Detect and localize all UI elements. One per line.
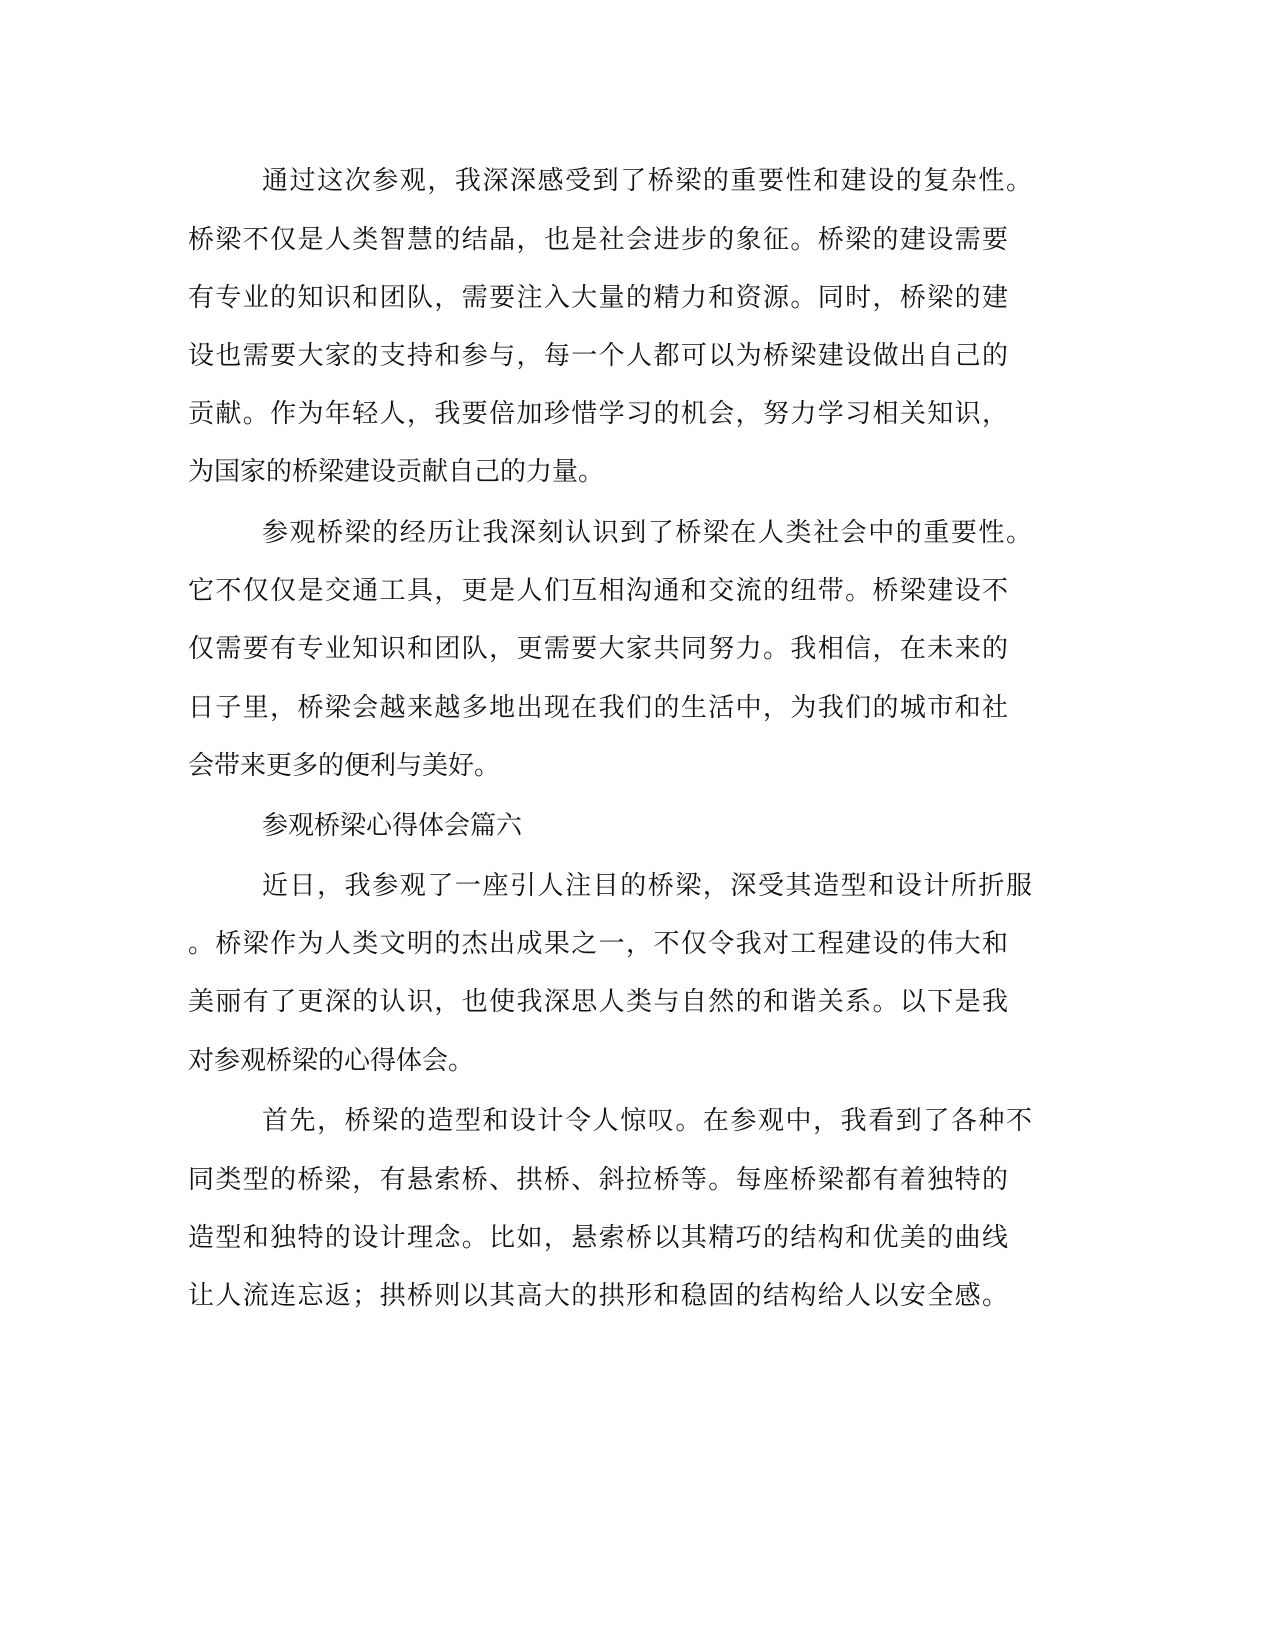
paragraph-2-line-5: 会带来更多的便利与美好。: [188, 751, 501, 781]
paragraph-4-line-4: 让人流连忘返；拱桥则以其高大的拱形和稳固的结构给人以安全感。: [188, 1281, 1008, 1311]
paragraph-2-line-1: 参观桥梁的经历让我深刻认识到了桥梁在人类社会中的重要性。: [262, 518, 1032, 548]
paragraph-4-line-1: 首先，桥梁的造型和设计令人惊叹。在参观中，我看到了各种不: [262, 1106, 1032, 1136]
paragraph-1-line-2: 桥梁不仅是人类智慧的结晶，也是社会进步的象征。桥梁的建设需要: [188, 225, 1008, 255]
paragraph-2-line-3: 仅需要有专业知识和团队，更需要大家共同努力。我相信，在未来的: [188, 634, 1008, 664]
paragraph-4-line-2: 同类型的桥梁，有悬索桥、拱桥、斜拉桥等。每座桥梁都有着独特的: [188, 1165, 1008, 1195]
paragraph-1-line-6: 为国家的桥梁建设贡献自己的力量。: [188, 457, 605, 487]
paragraph-2-line-2: 它不仅仅是交通工具，更是人们互相沟通和交流的纽带。桥梁建设不: [188, 576, 1008, 606]
paragraph-3-line-3: 美丽有了更深的认识，也使我深思人类与自然的和谐关系。以下是我: [188, 987, 1008, 1017]
paragraph-3-line-2: 。桥梁作为人类文明的杰出成果之一，不仅令我对工程建设的伟大和: [188, 929, 1008, 959]
paragraph-1-line-5: 贡献。作为年轻人，我要倍加珍惜学习的机会，努力学习相关知识，: [188, 399, 1008, 429]
paragraph-3-line-4: 对参观桥梁的心得体会。: [188, 1046, 475, 1076]
paragraph-1-line-1: 通过这次参观，我深深感受到了桥梁的重要性和建设的复杂性。: [262, 166, 1032, 196]
paragraph-1-line-4: 设也需要大家的支持和参与，每一个人都可以为桥梁建设做出自己的: [188, 341, 1008, 371]
paragraph-3-line-1: 近日，我参观了一座引人注目的桥梁，深受其造型和设计所折服: [262, 871, 1032, 901]
section-heading: 参观桥梁心得体会篇六: [262, 811, 523, 841]
paragraph-1-line-3: 有专业的知识和团队，需要注入大量的精力和资源。同时，桥梁的建: [188, 283, 1008, 313]
paragraph-4-line-3: 造型和独特的设计理念。比如，悬索桥以其精巧的结构和优美的曲线: [188, 1223, 1008, 1253]
paragraph-2-line-4: 日子里，桥梁会越来越多地出现在我们的生活中，为我们的城市和社: [188, 693, 1008, 723]
